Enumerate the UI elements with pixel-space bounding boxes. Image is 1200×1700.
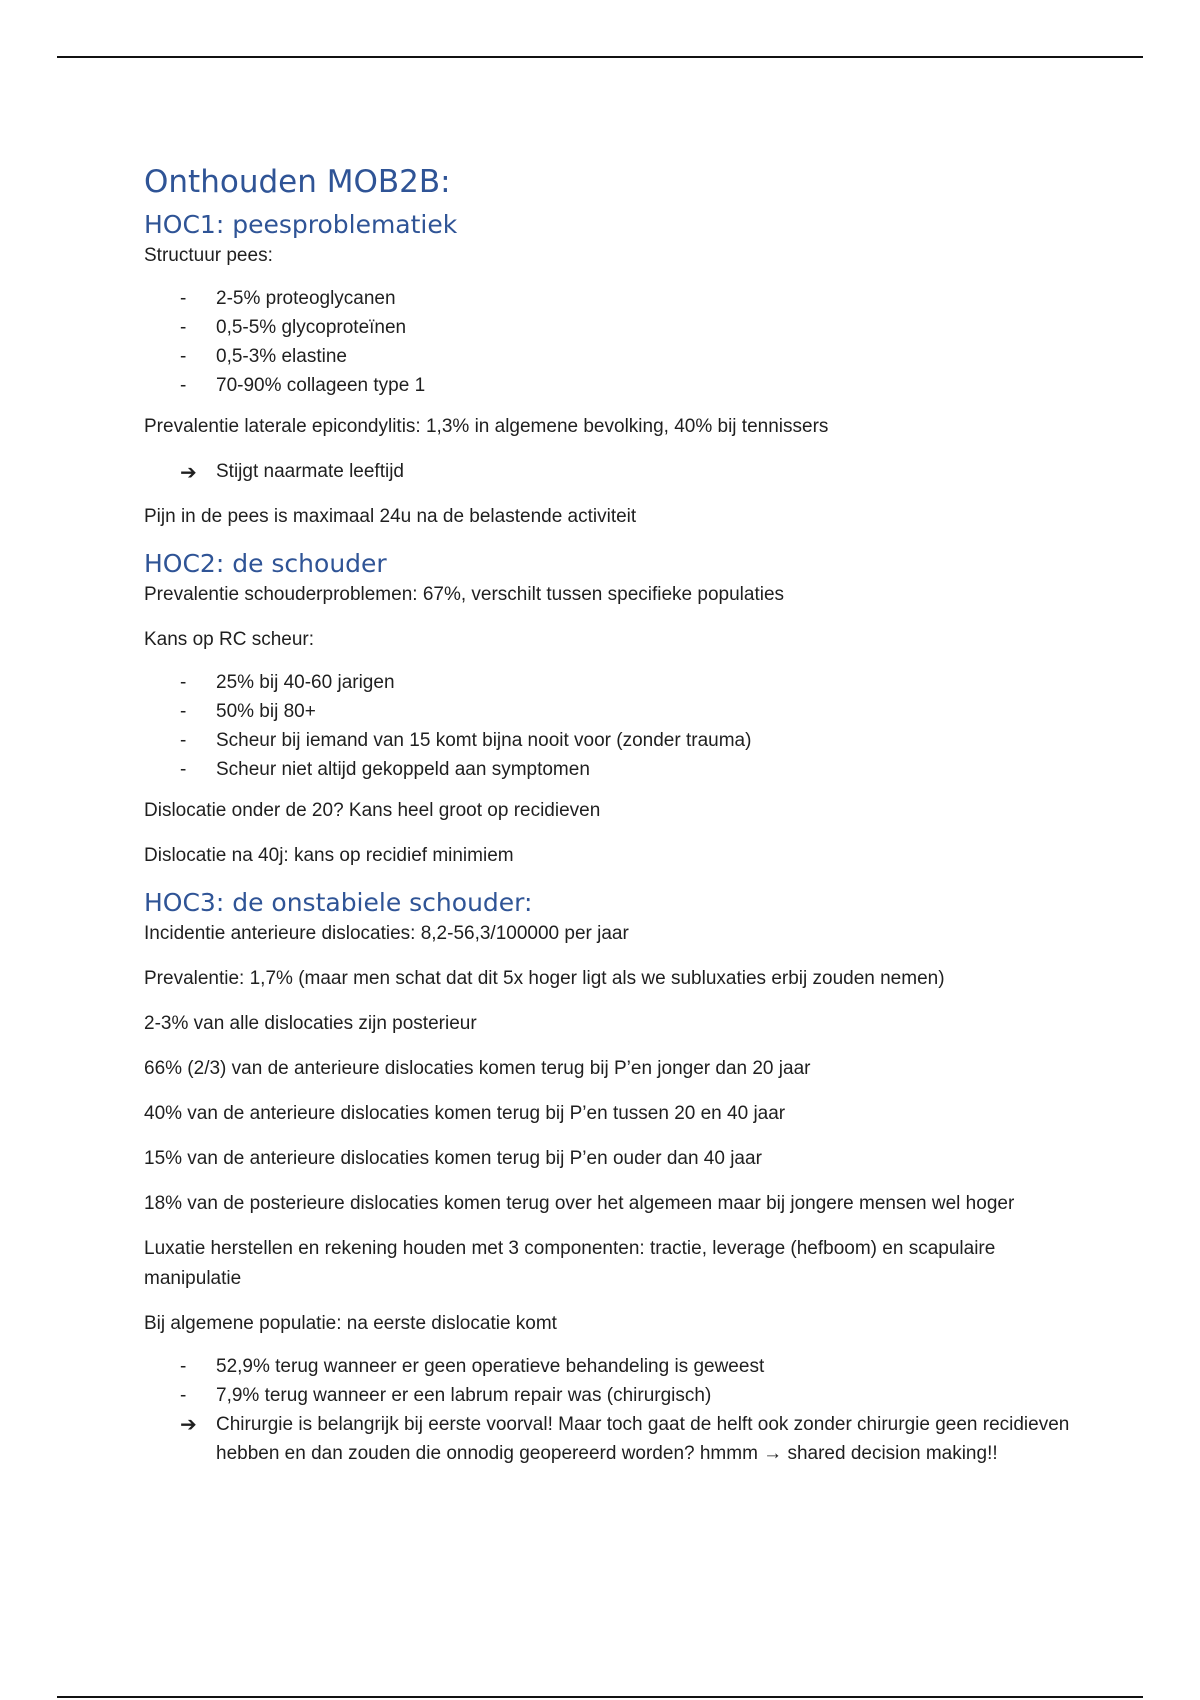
dash-marker: - bbox=[180, 317, 187, 338]
arrow-icon: ➔ bbox=[180, 1412, 197, 1436]
recurrence-20-40: 40% van de anterieure dislocaties komen terug bij P’en tussen 20 en 40 jaar bbox=[144, 1103, 786, 1124]
epicondylitis-prevalence: Prevalentie laterale epicondylitis: 1,3% in algemene bevolking, 40% bij tennissers bbox=[144, 416, 829, 437]
section-heading-hoc2: HOC2: de schouder bbox=[144, 549, 387, 578]
dislocation-after-40: Dislocatie na 40j: kans op recidief minimiem bbox=[144, 845, 514, 866]
list-item: - 50% bij 80+ bbox=[144, 697, 1074, 726]
shoulder-prevalence: Prevalentie schouderproblemen: 67%, verschilt tussen specifieke populaties bbox=[144, 584, 785, 605]
list-item: - 0,5-5% glycoproteïnen bbox=[144, 313, 1074, 342]
dash-marker: - bbox=[180, 730, 187, 751]
list-item: - 25% bij 40-60 jarigen bbox=[144, 668, 1074, 697]
instability-prevalence: Prevalentie: 1,7% (maar men schat dat dit 5x hoger ligt als we subluxaties erbij zouden nemen) bbox=[144, 968, 945, 989]
list-item: - 70-90% collageen type 1 bbox=[144, 371, 1074, 400]
structure-list bbox=[144, 284, 1074, 400]
dash-marker: - bbox=[180, 288, 187, 309]
section-heading-hoc3: HOC3: de onstabiele schouder: bbox=[144, 888, 533, 917]
reduction-components: Luxatie herstellen en rekening houden met 3 componenten: tractie, leverage (hefboom) en scapulaire manipulatie bbox=[144, 1238, 996, 1289]
rc-tear-list bbox=[144, 668, 1074, 784]
list-item: - 2-5% proteoglycanen bbox=[144, 284, 1074, 313]
document-title: Onthouden MOB2B: bbox=[144, 164, 451, 200]
tendon-pain-note: Pijn in de pees is maximaal 24u na de belastende activiteit bbox=[144, 506, 637, 527]
anterior-incidence: Incidentie anterieure dislocaties: 8,2-56,3/100000 per jaar bbox=[144, 923, 629, 944]
footer-rule bbox=[57, 1696, 1143, 1698]
general-population-list bbox=[144, 1352, 1074, 1468]
rc-tear-label: Kans op RC scheur: bbox=[144, 629, 315, 650]
prevalence-note: ➔ Stijgt naarmate leeftijd bbox=[144, 457, 1074, 487]
dash-marker: - bbox=[180, 759, 187, 780]
list-item: - 0,5-3% elastine bbox=[144, 342, 1074, 371]
dislocation-under-20: Dislocatie onder de 20? Kans heel groot op recidieven bbox=[144, 800, 601, 821]
dash-marker: - bbox=[180, 1356, 187, 1377]
dash-marker: - bbox=[180, 346, 187, 367]
recurrence-over-40: 15% van de anterieure dislocaties komen terug bij P’en ouder dan 40 jaar bbox=[144, 1148, 762, 1169]
list-item: - Scheur niet altijd gekoppeld aan symptomen bbox=[144, 755, 1074, 784]
structure-label: Structuur pees: bbox=[144, 245, 273, 266]
general-population-label: Bij algemene populatie: na eerste dislocatie komt bbox=[144, 1313, 557, 1334]
list-item bbox=[144, 1410, 1074, 1468]
list-item: - 7,9% terug wanneer er een labrum repair was (chirurgisch) bbox=[144, 1381, 1074, 1410]
list-item: - 52,9% terug wanneer er geen operatieve behandeling is geweest bbox=[144, 1352, 1074, 1381]
posterior-share: 2-3% van alle dislocaties zijn posterieur bbox=[144, 1013, 477, 1034]
recurrence-under-20: 66% (2/3) van de anterieure dislocaties komen terug bij P’en jonger dan 20 jaar bbox=[144, 1058, 811, 1079]
dash-marker: - bbox=[180, 375, 187, 396]
dash-marker: - bbox=[180, 701, 187, 722]
section-heading-hoc1: HOC1: peesproblematiek bbox=[144, 210, 458, 239]
recurrence-posterior: 18% van de posterieure dislocaties komen terug over het algemeen maar bij jongere mensen wel hoger bbox=[144, 1193, 1015, 1214]
arrow-icon: ➔ bbox=[180, 460, 197, 484]
header-rule bbox=[57, 56, 1143, 58]
document-body bbox=[144, 162, 1074, 1480]
surgery-conclusion: Chirurgie is belangrijk bij eerste voorval! Maar toch gaat de helft ook zonder chirurgie geen recidieven hebben en dan zouden die onnodig geopereerd worden? hmmm → shared decision making!! bbox=[216, 1414, 1070, 1464]
dash-marker: - bbox=[180, 1385, 187, 1406]
dash-marker: - bbox=[180, 672, 187, 693]
list-item: - Scheur bij iemand van 15 komt bijna nooit voor (zonder trauma) bbox=[144, 726, 1074, 755]
